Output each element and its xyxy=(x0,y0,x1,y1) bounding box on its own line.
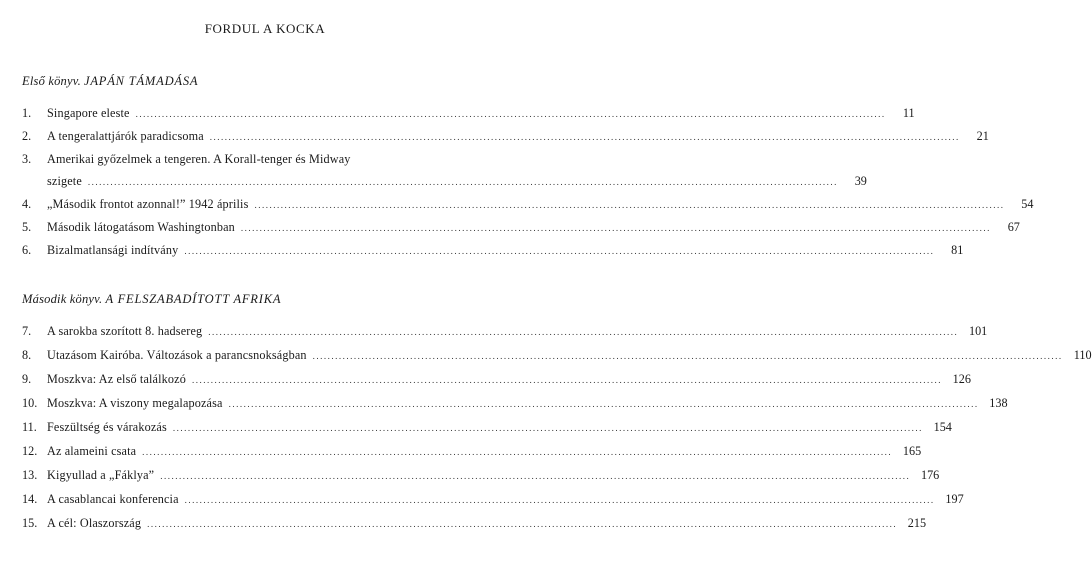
page-number: 81 xyxy=(951,243,964,257)
chapter-title-continued: szigete xyxy=(47,174,82,188)
page-title: FORDUL A KOCKA xyxy=(204,21,326,36)
toc-entry xyxy=(22,370,971,388)
chapter-title: Kigyullad a „Fáklya” xyxy=(47,468,155,482)
page-number: 101 xyxy=(968,324,988,338)
book-title: A FELSZABADÍTOTT AFRIKA xyxy=(105,292,282,306)
chapter-title: Feszültség és várakozás xyxy=(47,420,167,434)
page-number: 126 xyxy=(952,372,971,386)
chapter-number: 9. xyxy=(22,372,32,386)
chapter-number: 4. xyxy=(22,197,32,211)
toc-entry xyxy=(22,514,927,532)
toc-entry xyxy=(22,466,940,484)
chapter-title: A sarokba szorított 8. hadsereg xyxy=(47,324,203,338)
dot-leader: ........................................................................................................................................................................................................ xyxy=(147,519,898,529)
dot-leader: ........................................................................................................................................................................................................ xyxy=(240,223,991,233)
page-number: 110 xyxy=(1073,348,1092,362)
chapter-number: 1. xyxy=(22,106,32,120)
dot-leader: ........................................................................................................................................................................................................ xyxy=(312,351,1063,361)
toc-entry xyxy=(22,346,1092,364)
chapter-number: 13. xyxy=(22,468,38,482)
chapter-title: Az alameini csata xyxy=(47,444,137,458)
chapter-title: Moszkva: A viszony megalapozása xyxy=(47,396,223,410)
chapter-title: A cél: Olaszország xyxy=(47,516,142,530)
toc-entry xyxy=(22,241,964,259)
toc-entry xyxy=(22,104,915,122)
dot-leader: ........................................................................................................................................................................................................ xyxy=(254,200,1005,210)
book-name: Első könyv. xyxy=(22,74,81,88)
chapter-number: 3. xyxy=(22,152,32,166)
toc-entry xyxy=(22,394,1008,412)
dot-leader: ........................................................................................................................................................................................................ xyxy=(172,423,923,433)
page-number: 21 xyxy=(976,129,989,143)
toc-entry xyxy=(22,195,1034,213)
chapter-title: Második látogatásom Washingtonban xyxy=(47,220,235,234)
chapter-number: 11. xyxy=(22,420,37,434)
page-number: 176 xyxy=(920,468,940,482)
book-title: JAPÁN TÁMADÁSA xyxy=(84,74,199,88)
page-number: 165 xyxy=(902,444,922,458)
chapter-number: 5. xyxy=(22,220,32,234)
chapter-number: 10. xyxy=(22,396,38,410)
chapter-number: 6. xyxy=(22,243,32,257)
dot-leader: ........................................................................................................................................................................................................ xyxy=(135,109,886,119)
toc-entry xyxy=(22,442,922,460)
dot-leader: ........................................................................................................................................................................................................ xyxy=(184,246,935,256)
chapter-number: 2. xyxy=(22,129,32,143)
dot-leader: ........................................................................................................................................................................................................ xyxy=(208,327,959,337)
chapter-number: 7. xyxy=(22,324,32,338)
page-number: 11 xyxy=(902,106,915,120)
chapter-title: Singapore eleste xyxy=(47,106,130,120)
page-number: 138 xyxy=(989,396,1008,410)
dot-leader: ........................................................................................................................................................................................................ xyxy=(209,132,960,142)
toc-entry xyxy=(22,418,952,436)
toc-entry xyxy=(22,490,964,508)
chapter-title: Bizalmatlansági indítvány xyxy=(47,243,179,257)
chapter-title: Utazásom Kairóba. Változások a parancsnokságban xyxy=(47,348,307,362)
page-number: 67 xyxy=(1007,220,1020,234)
page-number: 39 xyxy=(854,174,867,188)
book-name: Második könyv. xyxy=(22,292,103,306)
page-number: 197 xyxy=(945,492,964,506)
dot-leader: ........................................................................................................................................................................................................ xyxy=(142,447,893,457)
chapter-number: 8. xyxy=(22,348,32,362)
chapter-number: 12. xyxy=(22,444,38,458)
toc-entry xyxy=(22,322,988,340)
page-number: 154 xyxy=(933,420,952,434)
dot-leader: ........................................................................................................................................................................................................ xyxy=(87,177,838,187)
toc-entry xyxy=(22,127,989,145)
toc-entry-continuation xyxy=(22,172,867,190)
toc-entry xyxy=(22,218,1020,236)
book-heading-1 xyxy=(22,74,198,89)
chapter-title: Amerikai győzelmek a tengeren. A Korall-tenger és Midway xyxy=(47,152,351,166)
page-number: 54 xyxy=(1021,197,1034,211)
chapter-title: „Második frontot azonnal!” 1942 április xyxy=(47,197,249,211)
page-number: 215 xyxy=(907,516,927,530)
dot-leader: ........................................................................................................................................................................................................ xyxy=(228,399,979,409)
chapter-number: 15. xyxy=(22,516,38,530)
chapter-number: 14. xyxy=(22,492,38,506)
toc-entry xyxy=(22,150,510,168)
dot-leader: ........................................................................................................................................................................................................ xyxy=(191,375,942,385)
dot-leader: ........................................................................................................................................................................................................ xyxy=(160,471,911,481)
book-heading-2 xyxy=(22,292,281,307)
chapter-title: Moszkva: Az első találkozó xyxy=(47,372,186,386)
chapter-title: A tengeralattjárók paradicsoma xyxy=(47,129,204,143)
dot-leader: ........................................................................................................................................................................................................ xyxy=(184,495,935,505)
chapter-title: A casablancai konferencia xyxy=(47,492,179,506)
